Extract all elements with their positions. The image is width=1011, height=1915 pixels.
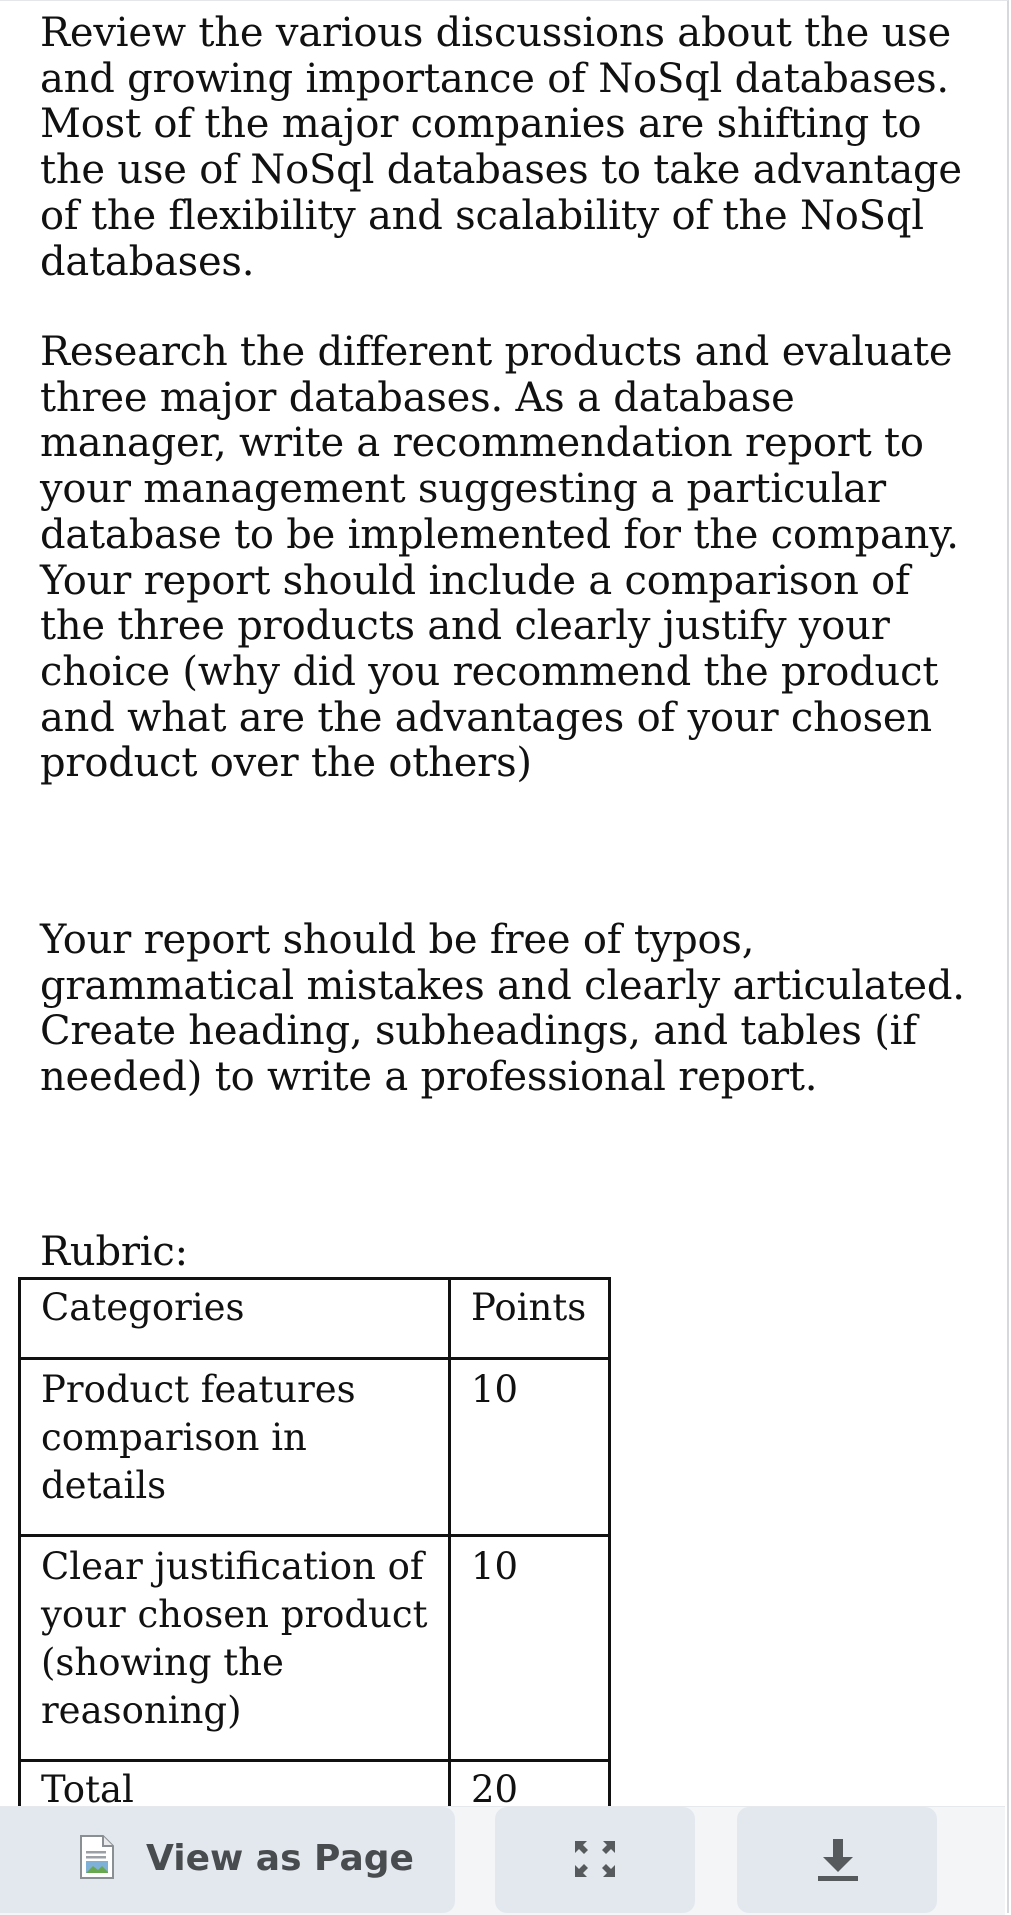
download-button[interactable] [737, 1807, 937, 1913]
category-cell: Product features comparison in details [20, 1359, 450, 1536]
download-icon [815, 1837, 861, 1883]
instructions-paragraph: Research the different products and evaluate three major databases. As a database manager, write a recommendation report to your management suggesting a particular database to be implemented for the company. Your report should include a comparison of the three products and clearly justify your choice (why did you recommend the product and what are the advantages of your chosen product over the others) [40, 329, 959, 787]
quality-paragraph: Your report should be free of typos, grammatical mistakes and clearly articulated. Create heading, subheadings, and tables (if needed) to write a professional report. [40, 917, 965, 1101]
points-cell: 10 [450, 1359, 610, 1536]
intro-paragraph: Review the various discussions about the use and growing importance of NoSql databases. Most of the major companies are shifting to the use of NoSql databases to take advantage of the flexibility and scalability of the NoSql databases. [40, 10, 962, 285]
fullscreen-icon [573, 1839, 617, 1879]
viewer-toolbar [0, 1806, 1005, 1915]
document-icon [80, 1835, 114, 1879]
table-row [20, 1359, 610, 1536]
table-header-row [20, 1279, 610, 1359]
view-as-page-label: View as Page [146, 1838, 414, 1879]
points-cell: 10 [450, 1536, 610, 1761]
table-row [20, 1761, 610, 1807]
category-cell: Total [20, 1761, 450, 1807]
fullscreen-button[interactable] [495, 1807, 695, 1913]
rubric-table [18, 1277, 611, 1806]
points-cell: 20 [450, 1761, 610, 1807]
rubric-label: Rubric: [40, 1229, 188, 1275]
header-points: Points [450, 1279, 610, 1359]
document-content [0, 1, 1005, 1806]
table-row [20, 1536, 610, 1761]
view-as-page-button[interactable] [0, 1807, 455, 1913]
header-categories: Categories [20, 1279, 450, 1359]
category-cell: Clear justification of your chosen product (showing the reasoning) [20, 1536, 450, 1761]
